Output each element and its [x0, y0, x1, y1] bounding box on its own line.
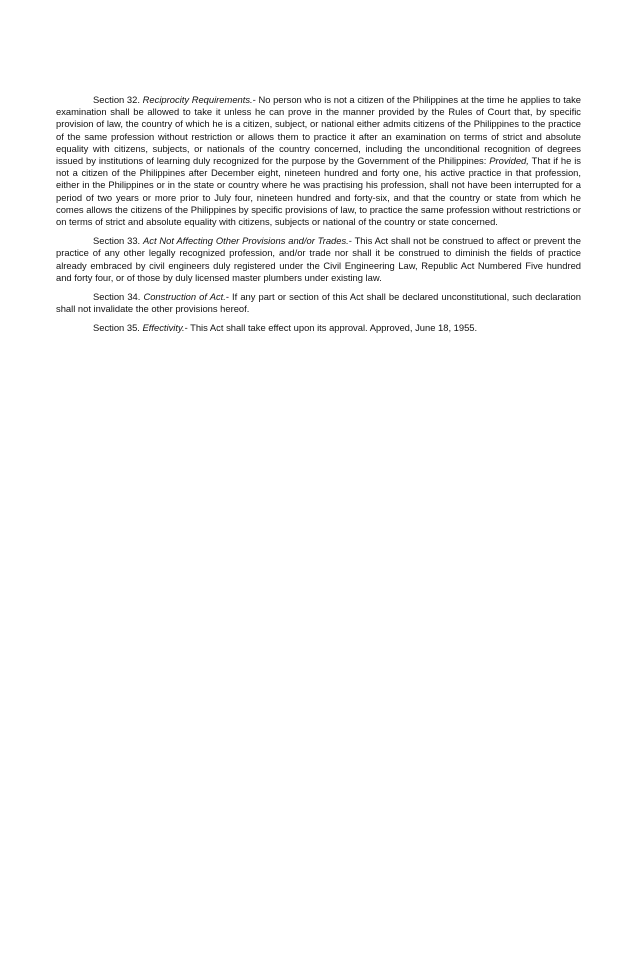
proviso-term: Provided, — [489, 155, 529, 167]
section-title: Construction of Act. — [143, 291, 226, 303]
section-label: Section 33. — [93, 235, 141, 247]
section-title: Effectivity. — [142, 322, 185, 334]
section-text: - No person who is not a citizen of the Philippines at the time he applies to take examination shall be allowed to take it unless he can prove in the manner provided by the Rules of Court that, by specific provision of law, the country of which he is a citizen, subject, or national either admits citizens of the Philippines to the practice of the same profession without restriction or allows them to practice it after an examination on terms of strict and absolute equality with citizens, subjects, or nationals of the country concerned, including the unconditional recognition of degrees issued by institutions of learning duly recognized for the purpose by the Government of the Philippines: — [56, 94, 581, 167]
section-text: - This Act shall not be construed to affect or prevent the practice of any other legally recognized profession, and/or trade nor shall it be construed to diminish the fields of practice already embraced by civil engineers duly registered under the Civil Engineering Law, Republic Act Numbered Five hundred and forty four, or of those by duly licensed master plumbers under existing law. — [56, 235, 581, 283]
document-page — [56, 94, 581, 342]
section-label: Section 32. — [93, 94, 140, 105]
section-label: Section 34. — [93, 291, 141, 303]
section-title: Act Not Affecting Other Provisions and/or Trades. — [143, 235, 349, 247]
section-text-continued: That if he is not a citizen of the Philippines after December eight, nineteen hundred and forty one, his active practice in that profession, either in the Philippines or in the state or country where he was practising his profession, shall not have been interrupted for a period of two years or more prior to July four, nineteen hundred and forty-six, and that the country or state from which he comes allows the citizens of the Philippines by specific provisions of law, to practice the same profession without restrictions or on terms of strict and absolute equality with citizens, subjects or national of the country or state concerned. — [56, 155, 581, 228]
section-33-paragraph — [56, 235, 581, 284]
section-label: Section 35. — [93, 322, 140, 334]
section-text: - This Act shall take effect upon its approval. Approved, June 18, 1955. — [184, 322, 478, 334]
section-text: - If any part or section of this Act shall be declared unconstitutional, such declaration shall not invalidate the other provisions hereof. — [56, 291, 581, 315]
section-32-paragraph — [56, 94, 581, 228]
section-34-paragraph — [56, 291, 581, 315]
section-35-paragraph — [56, 322, 581, 334]
section-title: Reciprocity Requirements. — [142, 94, 253, 105]
